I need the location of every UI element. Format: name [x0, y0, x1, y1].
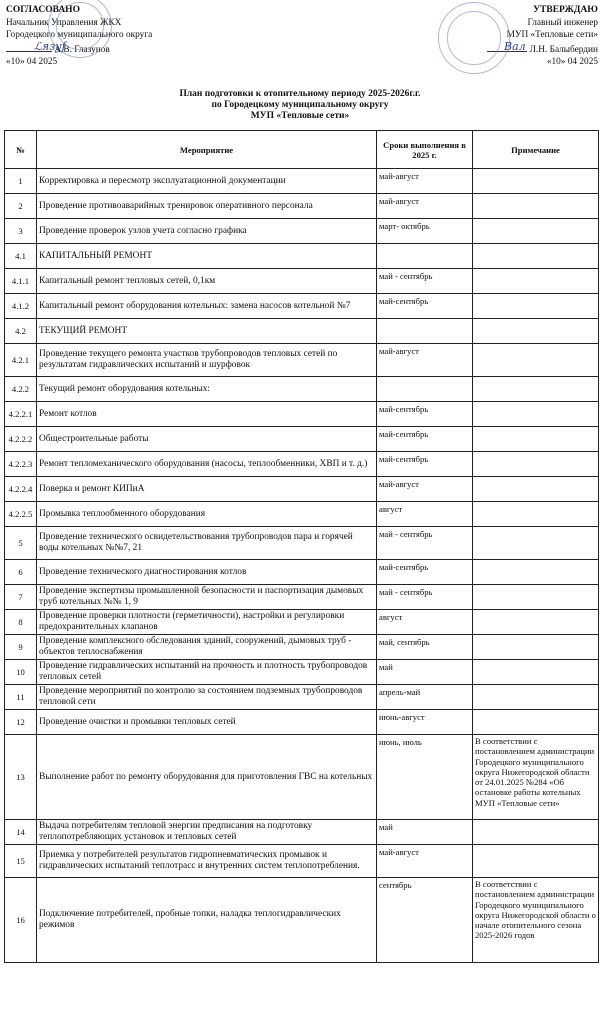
row-note [473, 427, 599, 452]
row-note [473, 344, 599, 377]
table-row [5, 820, 599, 845]
row-activity: Корректировка и пересмотр эксплуатационной документации [37, 169, 377, 194]
table-row [5, 845, 599, 878]
row-activity: Промывка теплообменного оборудования [37, 502, 377, 527]
agreed-caption: СОГЛАСОВАНО [6, 5, 80, 15]
table-row [5, 660, 599, 685]
row-term: май [377, 820, 473, 845]
row-activity: Проведение проверки плотности (герметичности), настройки и регулировки предохранительных клапанов [37, 610, 377, 635]
row-activity: Проведение технического диагностирования котлов [37, 560, 377, 585]
row-note [473, 610, 599, 635]
row-number: 1 [5, 169, 37, 194]
row-note [473, 560, 599, 585]
row-activity: Проведение мероприятий по контролю за состоянием подземных трубопроводов тепловой сети [37, 685, 377, 710]
row-term: май-сентябрь [377, 427, 473, 452]
table-row [5, 735, 599, 820]
row-activity: Проведение противоаварийных тренировок оперативного персонала [37, 194, 377, 219]
row-activity: Выдача потребителям тепловой энергии предписания на подготовку теплопотребляющих установок и тепловых сетей [37, 820, 377, 845]
row-term: май-август [377, 169, 473, 194]
row-number: 13 [5, 735, 37, 820]
row-note: В соответствии с постановлением администрации Городецкого муниципального округа Нижегородской области от 24.01.2025 №284 «Об остановке работы котельных МУП «Тепловые сети» [473, 735, 599, 820]
row-term: май-август [377, 344, 473, 377]
row-number: 4.1.1 [5, 269, 37, 294]
plan-table [4, 130, 599, 963]
row-number: 4.2.2.5 [5, 502, 37, 527]
row-term: май-сентябрь [377, 402, 473, 427]
row-activity: Приемка у потребителей результатов гидропневматических промывок и гидравлических испытаний теплотрасс и внутренних систем теплопотребления. [37, 845, 377, 878]
table-row [5, 219, 599, 244]
row-activity: Проведение технического освидетельствования трубопроводов пара и горячей воды котельных №№7, 21 [37, 527, 377, 560]
table-row [5, 452, 599, 477]
row-activity: Выполнение работ по ремонту оборудования для приготовления ГВС на котельных [37, 735, 377, 820]
row-note [473, 585, 599, 610]
row-term: август [377, 502, 473, 527]
row-term [377, 319, 473, 344]
row-term: сентябрь [377, 878, 473, 963]
agreed-date: «10» 04 2025 [6, 57, 58, 68]
row-number: 8 [5, 610, 37, 635]
row-activity: Общестроительные работы [37, 427, 377, 452]
approved-name: Л.Н. Балыбердин [529, 44, 598, 55]
table-row [5, 427, 599, 452]
header-term: Сроки выполнения в 2025 г. [377, 131, 473, 169]
row-number: 4.2.2.3 [5, 452, 37, 477]
row-number: 4.1 [5, 244, 37, 269]
table-row [5, 878, 599, 963]
row-number: 4.1.2 [5, 294, 37, 319]
row-activity: Проведение очистки и промывки тепловых сетей [37, 710, 377, 735]
row-term: май - сентябрь [377, 527, 473, 560]
row-number: 4.2.2.4 [5, 477, 37, 502]
row-term: май-сентябрь [377, 294, 473, 319]
row-number: 16 [5, 878, 37, 963]
row-activity: Ремонт котлов [37, 402, 377, 427]
row-note [473, 845, 599, 878]
table-row [5, 377, 599, 402]
table-row [5, 344, 599, 377]
approved-date: «10» 04 2025 [546, 57, 598, 68]
table-row [5, 477, 599, 502]
row-activity: Проведение экспертизы промышленной безопасности и паспортизация дымовых труб котельных №№ 1, 9 [37, 585, 377, 610]
row-activity: Поверка и ремонт КИПиА [37, 477, 377, 502]
row-number: 11 [5, 685, 37, 710]
row-number: 9 [5, 635, 37, 660]
row-term: май-август [377, 845, 473, 878]
row-note [473, 194, 599, 219]
row-note [473, 219, 599, 244]
row-note [473, 452, 599, 477]
row-term: май [377, 660, 473, 685]
row-activity: Капитальный ремонт тепловых сетей, 0,1км [37, 269, 377, 294]
table-row [5, 269, 599, 294]
signature-right: Вал [504, 40, 526, 53]
table-row [5, 610, 599, 635]
row-term: май-сентябрь [377, 452, 473, 477]
table-row [5, 685, 599, 710]
row-note [473, 294, 599, 319]
row-note [473, 169, 599, 194]
row-term: май - сентябрь [377, 269, 473, 294]
row-term: июнь, июль [377, 735, 473, 820]
row-number: 10 [5, 660, 37, 685]
row-note [473, 377, 599, 402]
approved-organization: МУП «Тепловые сети» [506, 30, 598, 41]
row-term: май, сентябрь [377, 635, 473, 660]
seal-stamp-right [438, 2, 510, 74]
agreed-name: А.В. Глазунов [54, 44, 110, 55]
table-header-row [5, 131, 599, 169]
row-number: 12 [5, 710, 37, 735]
row-note [473, 319, 599, 344]
row-activity: Капитальный ремонт оборудования котельных: замена насосов котельной №7 [37, 294, 377, 319]
table-row [5, 402, 599, 427]
header-note: Примечание [473, 131, 599, 169]
row-note [473, 820, 599, 845]
table-row [5, 319, 599, 344]
row-note [473, 244, 599, 269]
row-activity: Ремонт тепломеханического оборудования (насосы, теплообменники, ХВП и т. д.) [37, 452, 377, 477]
row-note [473, 402, 599, 427]
table-row [5, 585, 599, 610]
row-term [377, 377, 473, 402]
table-row [5, 710, 599, 735]
row-activity: Проведение комплексного обследования зданий, сооружений, дымовых труб - объектов теплоснабжения [37, 635, 377, 660]
header-activity: Мероприятие [37, 131, 377, 169]
table-row [5, 560, 599, 585]
row-number: 15 [5, 845, 37, 878]
row-note [473, 477, 599, 502]
row-activity: ТЕКУЩИЙ РЕМОНТ [37, 319, 377, 344]
table-row [5, 194, 599, 219]
row-note [473, 502, 599, 527]
header-number: № [5, 131, 37, 169]
row-activity: Подключение потребителей, пробные топки, наладка теплогидравлических режимов [37, 878, 377, 963]
table-row [5, 294, 599, 319]
row-term: май-август [377, 194, 473, 219]
row-term [377, 244, 473, 269]
document-title: План подготовки к отопительному периоду 2025-2026г.г. по Городецкому муниципальному округу МУП «Тепловые сети» [179, 89, 421, 121]
row-activity: Проведение текущего ремонта участков трубопроводов тепловых сетей по результатам гидравлических испытаний и шурфовок [37, 344, 377, 377]
row-note [473, 527, 599, 560]
row-number: 4.2.1 [5, 344, 37, 377]
approved-caption: УТВЕРЖДАЮ [533, 5, 598, 15]
row-number: 4.2.2 [5, 377, 37, 402]
row-number: 6 [5, 560, 37, 585]
row-activity: Проведение проверок узлов учета согласно графика [37, 219, 377, 244]
row-activity: Проведение гидравлических испытаний на прочность и плотность трубопроводов тепловых сетей [37, 660, 377, 685]
row-note [473, 660, 599, 685]
row-term: август [377, 610, 473, 635]
signature-left: ℒязуf [34, 40, 66, 53]
row-number: 14 [5, 820, 37, 845]
row-term: май - сентябрь [377, 585, 473, 610]
row-note [473, 685, 599, 710]
row-activity: КАПИТАЛЬНЫЙ РЕМОНТ [37, 244, 377, 269]
table-row [5, 244, 599, 269]
row-note [473, 635, 599, 660]
agreed-position: Начальник Управления ЖКХ [6, 17, 122, 28]
row-number: 4.2 [5, 319, 37, 344]
row-term: май-сентябрь [377, 560, 473, 585]
row-number: 7 [5, 585, 37, 610]
row-note [473, 269, 599, 294]
table-row [5, 502, 599, 527]
approved-position: Главный инженер [527, 17, 598, 28]
table-row [5, 635, 599, 660]
row-number: 2 [5, 194, 37, 219]
row-term: июнь-август [377, 710, 473, 735]
row-number: 3 [5, 219, 37, 244]
row-term: апрель-май [377, 685, 473, 710]
row-note: В соответствии с постановлением администрации Городецкого муниципального округа Нижегородской области о начале отопительного сезона 2025-2026 годов [473, 878, 599, 963]
agreed-organization: Городецкого муниципального округа [6, 30, 153, 41]
row-activity: Текущий ремонт оборудования котельных: [37, 377, 377, 402]
row-term: май-август [377, 477, 473, 502]
row-number: 4.2.2.1 [5, 402, 37, 427]
table-row [5, 527, 599, 560]
row-number: 4.2.2.2 [5, 427, 37, 452]
row-note [473, 710, 599, 735]
table-row [5, 169, 599, 194]
row-term: март- октябрь [377, 219, 473, 244]
row-number: 5 [5, 527, 37, 560]
